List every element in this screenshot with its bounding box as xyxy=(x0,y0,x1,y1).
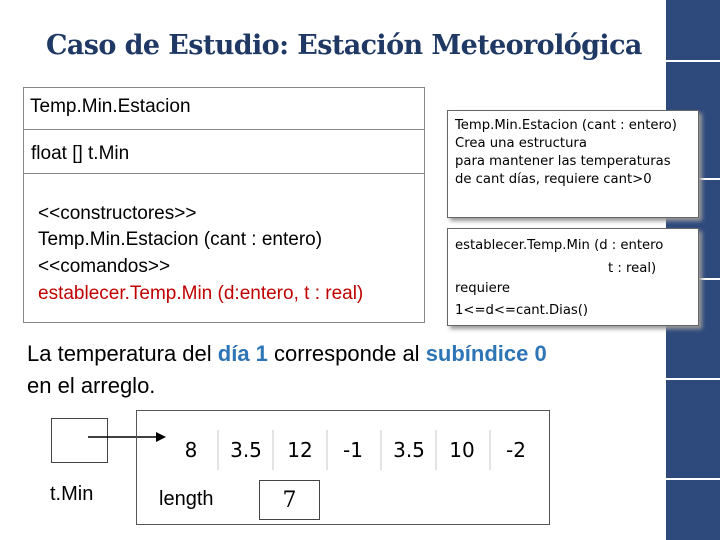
paragraph-line-2: en el arreglo. xyxy=(27,373,156,398)
stereotype-constructores: <<constructores>> xyxy=(38,203,197,224)
array-cell: 8 xyxy=(184,438,198,462)
length-label: length xyxy=(159,488,214,510)
note-line: para mantener las temperaturas xyxy=(455,154,671,169)
uml-class-name: Temp.Min.Estacion xyxy=(30,96,191,117)
array-cell: 10 xyxy=(449,438,475,462)
note-line: establecer.Temp.Min (d : entero xyxy=(455,238,664,253)
array-cell: 3.5 xyxy=(230,438,262,462)
highlight-subindice-0: subíndice 0 xyxy=(425,341,547,366)
array-cell: 12 xyxy=(287,438,313,462)
paragraph-text: La temperatura del xyxy=(27,341,218,366)
stereotype-comandos: <<comandos>> xyxy=(38,256,171,277)
constructor-signature: Temp.Min.Estacion (cant : entero) xyxy=(38,229,323,250)
slide-title: Caso de Estudio: Estación Meteorológica xyxy=(46,30,642,61)
note-line: Crea una estructura xyxy=(455,136,587,151)
length-value: 7 xyxy=(282,488,297,513)
note-line: requiere xyxy=(455,281,510,296)
length-value-box xyxy=(259,480,320,520)
note-line: t : real) xyxy=(608,261,657,276)
command-signature: establecer.Temp.Min (d:entero, t : real) xyxy=(38,283,364,304)
highlight-dia-1: día 1 xyxy=(217,341,268,366)
note-line: Temp.Min.Estacion (cant : entero) xyxy=(455,118,677,133)
note-line: 1<=d<=cant.Dias() xyxy=(455,303,589,318)
array-cell: 3.5 xyxy=(393,438,425,462)
array-cell: -2 xyxy=(506,438,526,462)
paragraph-text: corresponde al xyxy=(267,341,426,366)
uml-attribute: float [] t.Min xyxy=(31,143,130,164)
note-line: de cant días, requiere cant>0 xyxy=(455,172,652,187)
reference-variable-label: t.Min xyxy=(50,483,94,505)
array-cell: -1 xyxy=(343,438,363,462)
